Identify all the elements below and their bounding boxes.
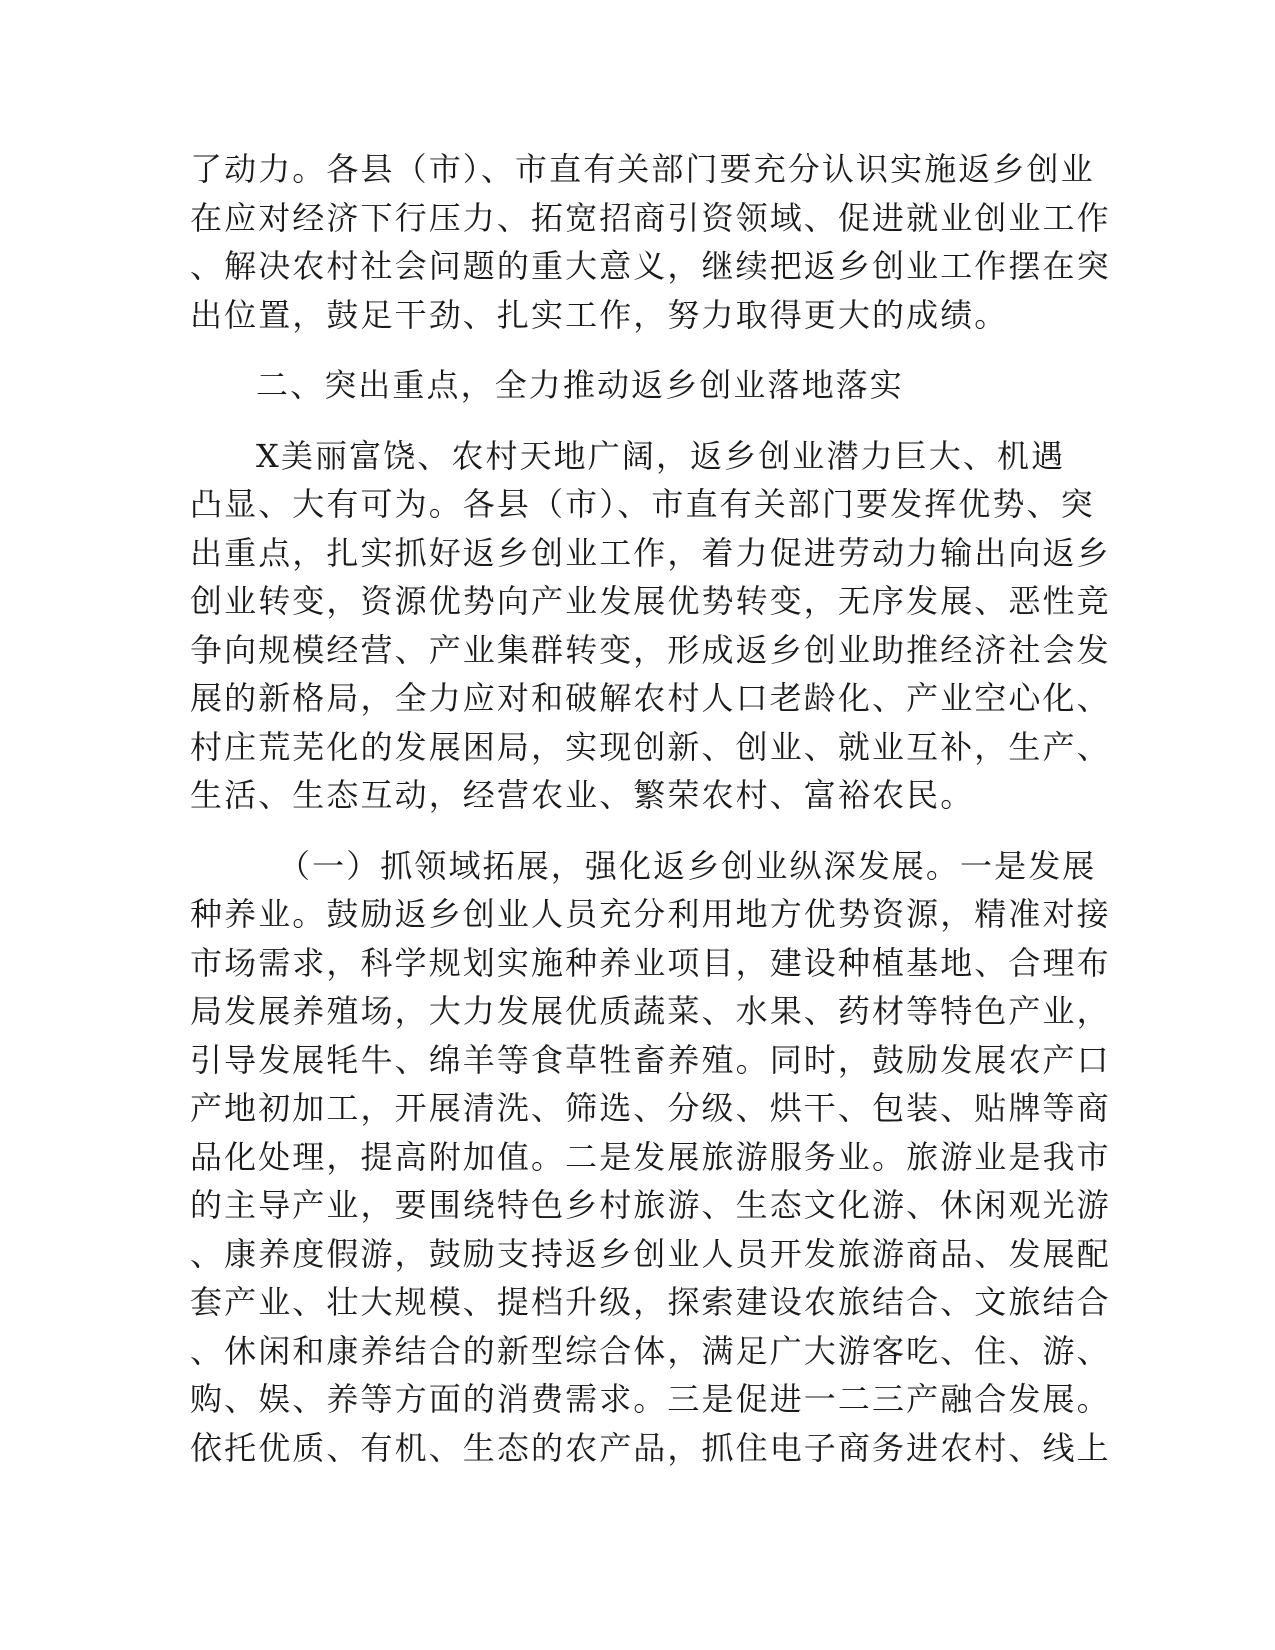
text-line: 出位置，鼓足干劲、扎实工作，努力取得更大的成绩。	[190, 295, 1009, 334]
text-line: 争向规模经营、产业集群转变，形成返乡创业助推经济社会发	[190, 630, 1111, 669]
text-line: 生活、生态互动，经营农业、繁荣农村、富裕农民。	[190, 776, 975, 814]
text-line: 了动力。各县（市）、市直有关部门要充分认识实施返乡创业	[190, 150, 1095, 188]
paragraph-continuation	[190, 145, 1111, 339]
text-line: （一）抓领域拓展，强化返乡创业纵深发展。一是发展	[278, 846, 1097, 885]
text-line: 、休闲和康养结合的新型综合体，满足广大游客吃、住、游、	[190, 1331, 1111, 1370]
text-line: 、解决农村社会问题的重大意义，继续把返乡创业工作摆在突	[190, 247, 1111, 285]
paragraph-domain-expansion	[190, 842, 1111, 1473]
text-line: 购、娱、养等方面的消费需求。三是促进一二三产融合发展。	[190, 1380, 1111, 1418]
text-line: 凸显、大有可为。各县（市）、市直有关部门要发挥优势、突	[190, 485, 1095, 523]
text-line: 的主导产业，要围绕特色乡村旅游、生态文化游、休闲观光游	[190, 1186, 1111, 1224]
text-line: 产地初加工，开展清洗、筛选、分级、烘干、包装、贴牌等商	[190, 1089, 1111, 1127]
text-line: 、康养度假游，鼓励支持返乡创业人员开发旅游商品、发展配	[190, 1234, 1111, 1273]
section-heading: 二、突出重点，全力推动返乡创业落地落实	[256, 366, 904, 404]
text-line: 在应对经济下行压力、拓宽招商引资领域、促进就业创业工作	[190, 198, 1111, 237]
text-line: 引导发展牦牛、绵羊等食草牲畜养殖。同时，鼓励发展农产口	[190, 1040, 1111, 1079]
text-line: 品化处理，提高附加值。二是发展旅游服务业。旅游业是我市	[190, 1137, 1111, 1176]
text-line: 依托优质、有机、生态的农产品，抓住电子商务进农村、线上	[190, 1428, 1111, 1467]
text-line: 局发展养殖场，大力发展优质蔬菜、水果、药材等特色产业，	[190, 992, 1111, 1030]
document-page	[190, 145, 1111, 1472]
text-line: 种养业。鼓励返乡创业人员充分利用地方优势资源，精准对接	[190, 895, 1111, 933]
text-line: 创业转变，资源优势向产业发展优势转变，无序发展、恶性竞	[190, 582, 1111, 620]
text-line: X美丽富饶、农村天地广阔，返乡创业潜力巨大、机遇	[256, 436, 1066, 475]
text-line: 套产业、壮大规模、提档升级，探索建设农旅结合、文旅结合	[190, 1283, 1111, 1321]
paragraph-intro	[190, 432, 1111, 820]
text-line: 村庄荒芜化的发展困局，实现创新、创业、就业互补，生产、	[190, 727, 1111, 766]
text-line: 展的新格局，全力应对和破解农村人口老龄化、产业空心化、	[190, 679, 1111, 717]
text-line: 出重点，扎实抓好返乡创业工作，着力促进劳动力输出向返乡	[190, 533, 1111, 572]
text-line: 市场需求，科学规划实施种养业项目，建设种植基地、合理布	[190, 943, 1111, 982]
